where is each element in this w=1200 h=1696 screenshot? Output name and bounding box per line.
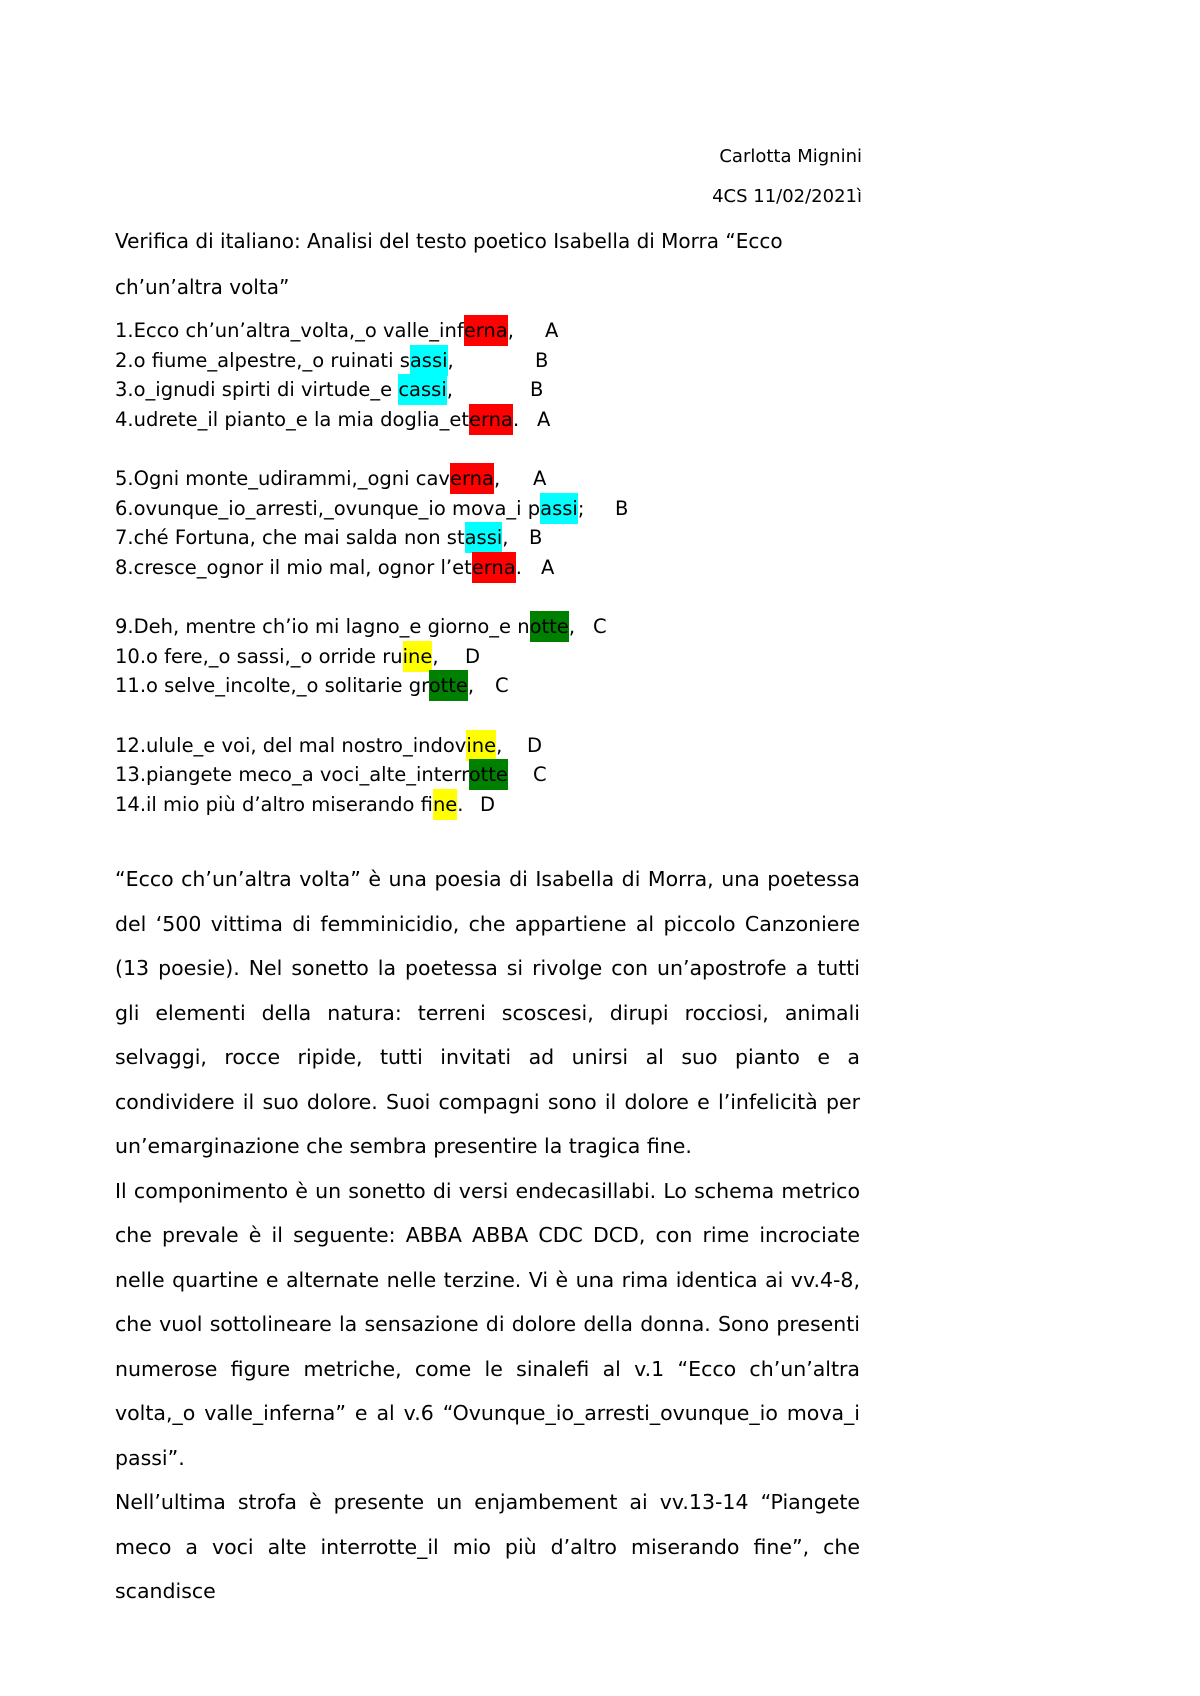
verse-punctuation: , <box>432 644 439 668</box>
verse-punctuation: , <box>507 319 514 342</box>
analysis-text <box>115 857 867 1614</box>
rhyme-letter: A <box>537 407 551 431</box>
poem-line <box>115 642 584 672</box>
poem-line <box>115 760 584 790</box>
poem-line <box>115 494 629 524</box>
rhyme-highlight: assi <box>465 522 503 553</box>
poem-line <box>115 464 584 494</box>
rhyme-letter: C <box>593 615 607 638</box>
rhyme-highlight: otte <box>469 759 508 790</box>
poem-line <box>115 731 584 761</box>
rhyme-letter: A <box>541 555 555 579</box>
poem-line <box>115 553 584 583</box>
document-title-line-2: ch’un’altra volta” <box>115 275 290 299</box>
rhyme-highlight: erna <box>450 463 494 494</box>
rhyme-highlight: otte <box>530 611 569 642</box>
verse-text: 10.o fere,_o sassi,_o orride ru <box>115 644 403 668</box>
rhyme-highlight: assi <box>540 493 578 524</box>
verse-punctuation: , <box>446 378 453 401</box>
rhyme-letter: C <box>495 674 509 697</box>
rhyme-letter: B <box>615 496 629 520</box>
rhyme-highlight: cassi <box>398 374 446 405</box>
verse-text: 3.o_ignudi spirti di virtude_e <box>115 378 399 401</box>
rhyme-letter: D <box>480 792 496 816</box>
rhyme-letter: C <box>533 763 547 786</box>
rhyme-highlight: ine <box>403 641 433 672</box>
verse-text: 2.o fiume_alpestre,_o ruinati s <box>115 348 410 372</box>
document-title-line-1: Verifica di italiano: Analisi del testo poetico Isabella di Morra “Ecco <box>115 229 783 253</box>
poem-line <box>115 790 584 820</box>
stanza-gap <box>115 434 584 464</box>
poem-line <box>115 671 584 701</box>
rhyme-highlight: otte <box>429 670 468 701</box>
verse-punctuation: . <box>457 792 464 816</box>
rhyme-letter: B <box>535 348 549 372</box>
verse-punctuation: , <box>496 733 503 757</box>
rhyme-highlight: erna <box>469 404 513 435</box>
rhyme-letter: A <box>533 467 547 490</box>
poem-line <box>115 523 584 553</box>
analysis-paragraph: Nell’ultima strofa è presente un enjambement ai vv.13-14 “Piangete meco a voci alte interrotte_il mio più d’altro miserando fine”, che scandisce <box>115 1490 867 1603</box>
verse-punctuation: , <box>447 348 454 372</box>
verse-text: 6.ovunque_io_arresti,_ovunque_io mova_i p <box>115 496 541 520</box>
verse-text: 4.udrete_il pianto_e la mia doglia_et <box>115 407 469 431</box>
verse-text: 11.o selve_incolte,_o solitarie gr <box>115 674 429 697</box>
rhyme-highlight: erna <box>464 315 508 346</box>
rhyme-highlight: assi <box>410 345 448 376</box>
analysis-paragraph: “Ecco ch’un’altra volta” è una poesia di Isabella di Morra, una poetessa del ‘500 vittima di femminicidio, che appartiene al piccolo Canzoniere (13 poesie). Nel sonetto la poetessa si rivolge con un’apostrofe a tutti gli elementi della natura: terreni scoscesi, dirupi rocciosi, animali selvaggi, rocce ripide, tutti invitati ad unirsi al suo pianto e a condividere il suo dolore. Suoi compagni sono il dolore e l’infelicità per un’emarginazione che sembra presentire la tragica fine. <box>115 867 867 1158</box>
author-name: Carlotta Mignini <box>719 146 862 167</box>
poem-line <box>115 316 584 346</box>
verse-text: 8.cresce_ognor il mio mal, ognor l’et <box>115 555 472 579</box>
verse-text: 9.Deh, mentre ch’io mi lagno_e giorno_e n <box>115 615 530 638</box>
verse-punctuation: , <box>502 526 509 549</box>
verse-text: 14.il mio più d’altro miserando f <box>115 792 433 816</box>
verse-punctuation: . <box>512 407 520 431</box>
rhyme-letter: D <box>465 644 481 668</box>
verse-punctuation: , <box>467 674 475 697</box>
class-date: 4CS 11/02/2021ì <box>712 186 862 207</box>
rhyme-highlight: ine <box>466 730 496 761</box>
poem-line <box>115 375 584 405</box>
rhyme-letter: D <box>527 733 543 757</box>
rhyme-highlight: erna <box>472 552 516 583</box>
verse-punctuation: ; <box>577 496 585 520</box>
verse-punctuation: , <box>493 467 501 490</box>
poem-text <box>115 316 629 819</box>
stanza-gap <box>115 582 584 612</box>
rhyme-letter: B <box>529 526 543 549</box>
verse-punctuation: . <box>515 555 522 579</box>
stanza-gap <box>115 701 584 731</box>
poem-line <box>115 405 584 435</box>
verse-text: 13.piangete meco_a voci_alte_interr <box>115 763 469 786</box>
verse-text: 12.ulule_e voi, del mal nostro_indov <box>115 733 467 757</box>
verse-text: 1.Ecco ch’un’altra_volta,_o valle_inf <box>115 319 464 342</box>
analysis-paragraph: Il componimento è un sonetto di versi endecasillabi. Lo schema metrico che prevale è il seguente: ABBA ABBA CDC DCD, con rime incrociate nelle quartine e alternate nelle terzine. Vi è una rima identica ai vv.4-8, che vuol sottolineare la sensazione di dolore della donna. Sono presenti numerose figure metriche, come le sinalefi al v.1 “Ecco ch’un’altra volta,_o valle_inferna” e al v.6 “Ovunque_io_arresti_ovunque_io mova_i passi”. <box>115 1178 867 1470</box>
poem-line <box>115 612 607 642</box>
rhyme-highlight: ine <box>433 789 457 820</box>
verse-text: 5.Ogni monte_udirammi,_ogni cav <box>115 467 450 490</box>
verse-text: 7.ché Fortuna, che mai salda non st <box>115 526 465 549</box>
rhyme-letter: B <box>530 378 544 401</box>
poem-line <box>115 346 584 376</box>
rhyme-letter: A <box>545 319 559 342</box>
verse-punctuation: , <box>568 615 576 638</box>
